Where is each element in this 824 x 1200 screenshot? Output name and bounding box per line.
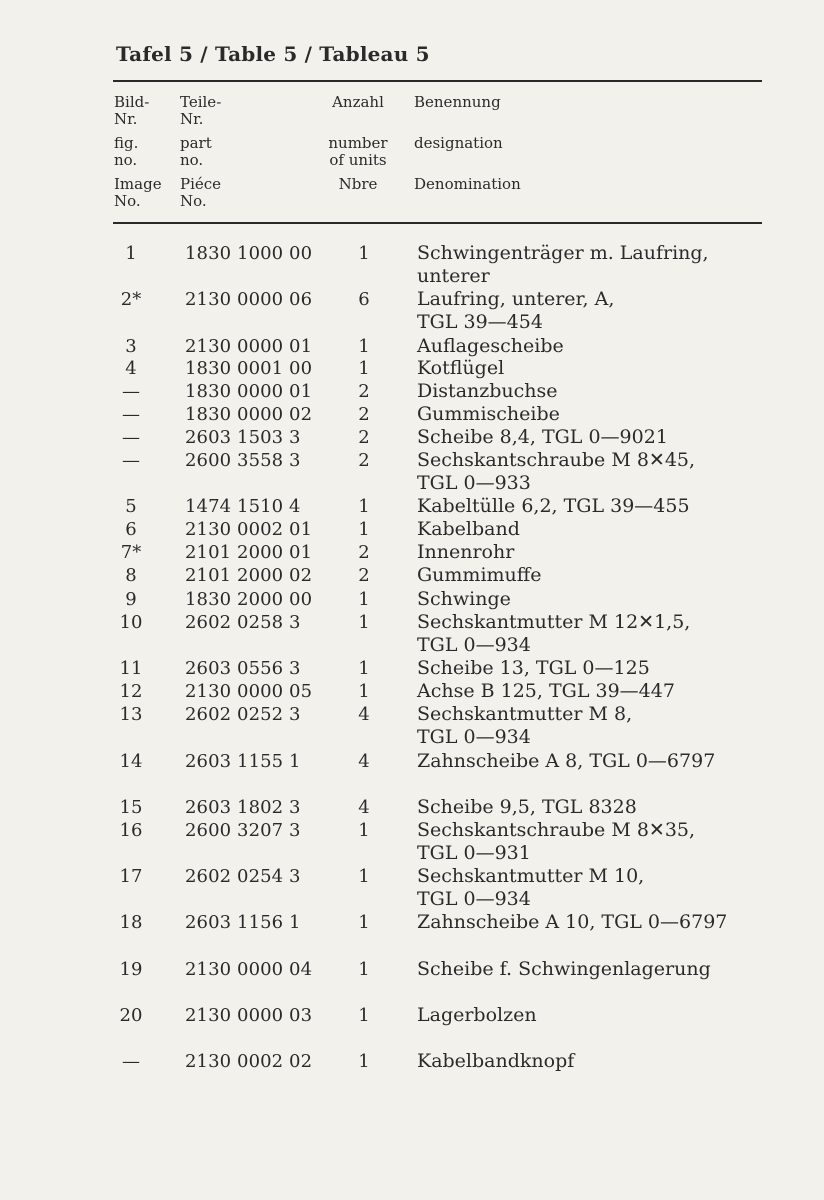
- designation-line: TGL 0—931: [417, 842, 531, 864]
- header-name: [414, 94, 501, 111]
- header-qty-line: Anzahl: [332, 93, 384, 111]
- header-part-line: No.: [180, 192, 207, 210]
- designation-line: Kotflügel: [417, 357, 505, 379]
- designation-line: Sechskantschraube M 8✕35,: [417, 819, 696, 841]
- part-number: 2602 0252 3: [185, 704, 301, 725]
- designation: [417, 1050, 762, 1073]
- quantity: 2: [358, 565, 370, 586]
- part-number: 2130 0000 01: [185, 336, 313, 357]
- part-number: 2101 2000 01: [185, 542, 313, 563]
- designation-line: Scheibe 13, TGL 0—125: [417, 657, 650, 679]
- fig-number: —: [122, 1051, 140, 1072]
- fig-number: 20: [119, 1005, 143, 1026]
- fig-number: 8: [125, 565, 137, 586]
- quantity: 2: [358, 381, 370, 402]
- fig-number: 12: [119, 681, 143, 702]
- fig-number: —: [122, 404, 140, 425]
- designation: [417, 958, 762, 981]
- fig-number: 16: [119, 820, 143, 841]
- designation-line: Gummischeibe: [417, 403, 560, 425]
- header-name-line: Denomination: [414, 175, 521, 193]
- quantity: 6: [358, 289, 370, 310]
- designation: [417, 750, 762, 773]
- header-part-line: no.: [180, 151, 204, 169]
- designation-line: Innenrohr: [417, 541, 515, 563]
- designation: [417, 380, 762, 403]
- designation-line: Kabelband: [417, 518, 520, 540]
- quantity: 2: [358, 427, 370, 448]
- fig-number: 10: [119, 612, 143, 633]
- fig-number: 9: [125, 589, 137, 610]
- designation-line: TGL 0—934: [417, 888, 531, 910]
- quantity: 1: [358, 589, 370, 610]
- header-fig-line: No.: [114, 192, 141, 210]
- part-number: 2602 0258 3: [185, 612, 301, 633]
- designation: [417, 865, 762, 911]
- designation: [417, 796, 762, 819]
- quantity: 1: [358, 1005, 370, 1026]
- part-number: 1830 1000 00: [185, 243, 313, 264]
- fig-number: 7*: [120, 542, 142, 563]
- quantity: 4: [358, 704, 370, 725]
- designation-line: Zahnscheibe A 10, TGL 0—6797: [417, 911, 728, 933]
- header-qty-line: number: [328, 134, 388, 152]
- header-fig-line: Image: [114, 175, 162, 193]
- designation-line: Gummimuffe: [417, 564, 542, 586]
- header-name: [414, 176, 521, 193]
- designation-line: TGL 0—933: [417, 472, 531, 494]
- fig-number: 2*: [120, 289, 142, 310]
- header-fig: [114, 176, 162, 210]
- designation-line: Lagerbolzen: [417, 1004, 537, 1026]
- quantity: 4: [358, 797, 370, 818]
- designation-line: Laufring, unterer, A,: [417, 288, 615, 310]
- part-number: 1830 0000 02: [185, 404, 313, 425]
- header-qty-line: of units: [329, 151, 387, 169]
- quantity: 2: [358, 450, 370, 471]
- quantity: 2: [358, 542, 370, 563]
- designation-line: Schwingenträger m. Laufring,: [417, 242, 709, 264]
- part-number: 1474 1510 4: [185, 496, 301, 517]
- designation: [417, 288, 762, 334]
- designation-line: Scheibe f. Schwingenlagerung: [417, 958, 711, 980]
- designation-line: Zahnscheibe A 8, TGL 0—6797: [417, 750, 716, 772]
- designation-line: Auflagescheibe: [417, 335, 564, 357]
- part-number: 2101 2000 02: [185, 565, 313, 586]
- header-fig-line: fig.: [114, 134, 139, 152]
- part-number: 2130 0000 03: [185, 1005, 313, 1026]
- designation: [417, 819, 762, 865]
- fig-number: 15: [119, 797, 143, 818]
- fig-number: 1: [125, 243, 137, 264]
- header-rule: [113, 222, 762, 224]
- header-name-line: Benennung: [414, 93, 501, 111]
- header-part: [180, 176, 221, 210]
- designation-line: Scheibe 9,5, TGL 8328: [417, 796, 637, 818]
- quantity: 1: [358, 336, 370, 357]
- designation-line: Scheibe 8,4, TGL 0—9021: [417, 426, 668, 448]
- header-fig: [114, 94, 149, 128]
- header-qty: [322, 176, 394, 193]
- part-number: 1830 0001 00: [185, 358, 313, 379]
- designation: [417, 611, 762, 657]
- quantity: 1: [358, 1051, 370, 1072]
- header-name-line: designation: [414, 134, 503, 152]
- part-number: 2603 0556 3: [185, 658, 301, 679]
- designation: [417, 518, 762, 541]
- header-part-line: Nr.: [180, 110, 204, 128]
- designation: [417, 703, 762, 749]
- designation: [417, 588, 762, 611]
- designation: [417, 357, 762, 380]
- designation: [417, 495, 762, 518]
- designation-line: Achse B 125, TGL 39—447: [417, 680, 675, 702]
- header-qty-line: Nbre: [338, 175, 378, 193]
- part-number: 2603 1503 3: [185, 427, 301, 448]
- header-qty: [322, 135, 394, 169]
- part-number: 2600 3558 3: [185, 450, 301, 471]
- designation-line: Sechskantmutter M 8,: [417, 703, 633, 725]
- designation-line: Distanzbuchse: [417, 380, 558, 402]
- header-name: [414, 135, 503, 152]
- header-part: [180, 135, 212, 169]
- designation-line: Sechskantschraube M 8✕45,: [417, 449, 696, 471]
- designation: [417, 680, 762, 703]
- part-number: 2130 0000 05: [185, 681, 313, 702]
- part-number: 2603 1156 1: [185, 912, 301, 933]
- designation-line: Kabelbandknopf: [417, 1050, 575, 1072]
- fig-number: 18: [119, 912, 143, 933]
- fig-number: 19: [119, 959, 143, 980]
- designation-line: TGL 0—934: [417, 726, 531, 748]
- top-rule: [113, 80, 762, 82]
- fig-number: 14: [119, 751, 143, 772]
- part-number: 2130 0000 06: [185, 289, 313, 310]
- fig-number: 13: [119, 704, 143, 725]
- designation: [417, 1004, 762, 1027]
- header-part-line: Teile-: [180, 93, 222, 111]
- header-part-line: Piéce: [180, 175, 222, 193]
- designation: [417, 335, 762, 358]
- fig-number: 4: [125, 358, 137, 379]
- part-number: 2130 0002 01: [185, 519, 313, 540]
- quantity: 1: [358, 866, 370, 887]
- header-part-line: part: [180, 134, 212, 152]
- quantity: 1: [358, 519, 370, 540]
- fig-number: 17: [119, 866, 143, 887]
- designation: [417, 564, 762, 587]
- part-number: 1830 0000 01: [185, 381, 313, 402]
- quantity: 1: [358, 658, 370, 679]
- part-number: 2130 0000 04: [185, 959, 313, 980]
- header-fig-line: Nr.: [114, 110, 138, 128]
- designation-line: TGL 39—454: [417, 311, 543, 333]
- header-fig-line: no.: [114, 151, 138, 169]
- quantity: 1: [358, 820, 370, 841]
- fig-number: 3: [125, 336, 137, 357]
- fig-number: —: [122, 450, 140, 471]
- fig-number: 6: [125, 519, 137, 540]
- part-number: 2602 0254 3: [185, 866, 301, 887]
- designation: [417, 657, 762, 680]
- quantity: 4: [358, 751, 370, 772]
- fig-number: —: [122, 427, 140, 448]
- fig-number: —: [122, 381, 140, 402]
- header-fig-line: Bild-: [114, 93, 150, 111]
- header-fig: [114, 135, 138, 169]
- header-block: [0, 94, 824, 134]
- designation: [417, 449, 762, 495]
- fig-number: 5: [125, 496, 137, 517]
- designation: [417, 541, 762, 564]
- part-number: 2603 1155 1: [185, 751, 301, 772]
- designation: [417, 403, 762, 426]
- designation: [417, 911, 762, 934]
- designation-line: Sechskantmutter M 10,: [417, 865, 645, 887]
- quantity: 1: [358, 612, 370, 633]
- designation-line: Schwinge: [417, 588, 511, 610]
- designation: [417, 426, 762, 449]
- quantity: 1: [358, 243, 370, 264]
- quantity: 1: [358, 959, 370, 980]
- header-block: [0, 135, 824, 175]
- header-part: [180, 94, 221, 128]
- header-qty: [322, 94, 394, 111]
- part-number: 1830 2000 00: [185, 589, 313, 610]
- quantity: 1: [358, 912, 370, 933]
- designation-line: Sechskantmutter M 12✕1,5,: [417, 611, 691, 633]
- quantity: 2: [358, 404, 370, 425]
- fig-number: 11: [119, 658, 143, 679]
- part-number: 2130 0002 02: [185, 1051, 313, 1072]
- part-number: 2603 1802 3: [185, 797, 301, 818]
- part-number: 2600 3207 3: [185, 820, 301, 841]
- designation: [417, 242, 762, 288]
- page-title: Tafel 5 / Table 5 / Tableau 5: [116, 42, 430, 66]
- quantity: 1: [358, 358, 370, 379]
- designation-line: TGL 0—934: [417, 634, 531, 656]
- designation-line: Kabeltülle 6,2, TGL 39—455: [417, 495, 690, 517]
- designation-line: unterer: [417, 265, 490, 287]
- header-block: [0, 176, 824, 216]
- quantity: 1: [358, 681, 370, 702]
- quantity: 1: [358, 496, 370, 517]
